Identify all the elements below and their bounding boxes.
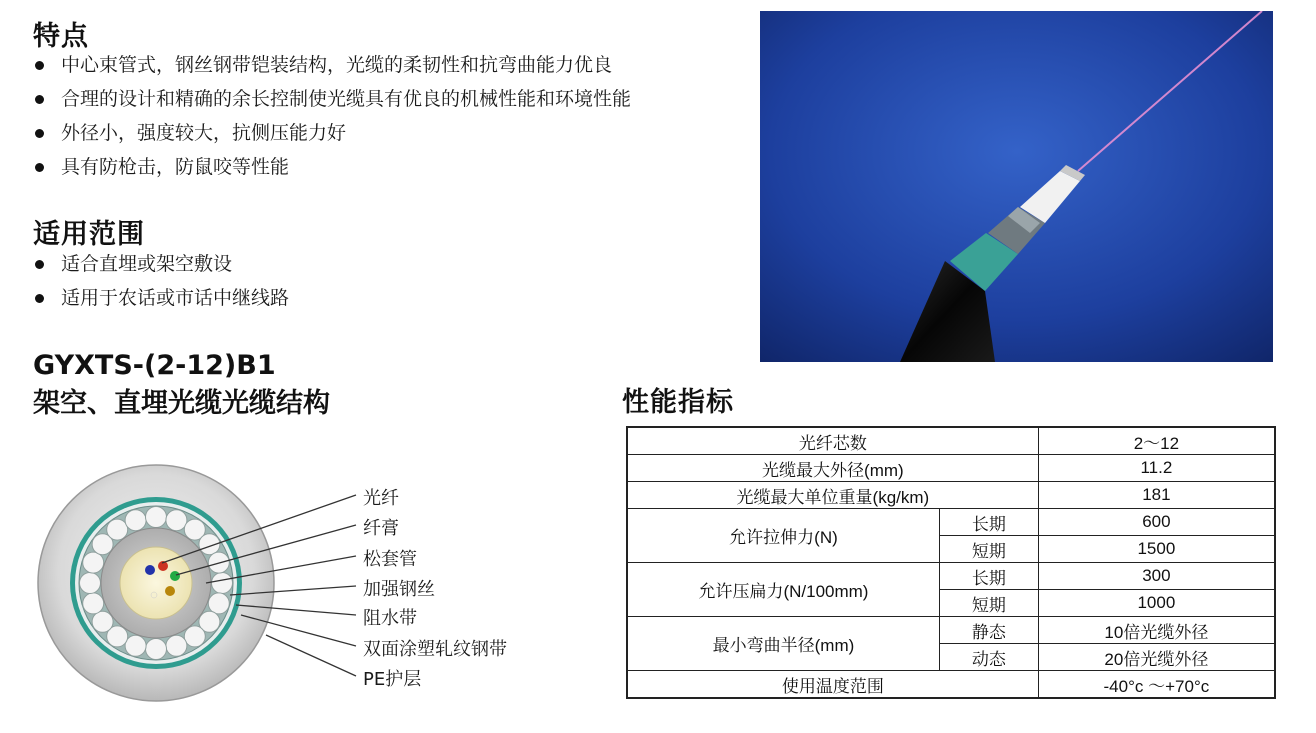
spec-value-max-diameter: 11.2 (1038, 455, 1275, 482)
label-loose-tube: 松套管 (363, 549, 417, 570)
spec-sublabel-tensile-short: 短期 (939, 536, 1038, 563)
steel-wire (125, 635, 146, 656)
features-list (33, 48, 631, 184)
leader-line-pe (266, 635, 356, 676)
table-row (627, 671, 1275, 699)
spec-value-fiber-count: 2～12 (1038, 427, 1275, 455)
spec-sublabel-crush-short: 短期 (939, 590, 1038, 617)
steel-wire (208, 593, 229, 614)
scope-heading: 适用范围 (33, 219, 145, 250)
spec-value-tensile-short: 1500 (1038, 536, 1275, 563)
bullet-icon (35, 61, 44, 70)
label-water-block: 阻水带 (363, 608, 417, 629)
fiber-brown (165, 586, 175, 596)
steel-wire (107, 519, 128, 540)
fiber-white (151, 592, 157, 598)
steel-wire (125, 510, 146, 531)
table-row (627, 455, 1275, 482)
structure-title: 架空、直埋光缆光缆结构 (33, 388, 330, 419)
list-item: 中心束管式，钢丝钢带铠装结构，光缆的柔韧性和抗弯曲能力优良 (33, 48, 631, 82)
table-row (627, 617, 1275, 644)
specs-table (626, 426, 1276, 699)
cable-cross-section-diagram (30, 455, 590, 725)
list-item: 适合直埋或架空敷设 (33, 247, 289, 281)
steel-wire (146, 507, 167, 528)
fiber-blue (145, 565, 155, 575)
spec-label-max-diameter: 光缆最大外径(mm) (627, 455, 1038, 482)
list-item: 外径小，强度较大，抗侧压能力好 (33, 116, 631, 150)
scope-list (33, 247, 289, 315)
steel-wire (146, 639, 167, 660)
steel-wire (166, 635, 187, 656)
spec-label-fiber-count: 光纤芯数 (627, 427, 1038, 455)
steel-wire (83, 552, 104, 573)
spec-label-temperature: 使用温度范围 (627, 671, 1038, 699)
bullet-icon (35, 163, 44, 172)
spec-value-tensile-long: 600 (1038, 509, 1275, 536)
fiber-gel (120, 547, 192, 619)
bullet-icon (35, 260, 44, 269)
table-row (627, 482, 1275, 509)
label-steel-wire: 加强钢丝 (363, 579, 435, 600)
spec-value-bend-static: 10倍光缆外径 (1038, 617, 1275, 644)
list-item: 具有防枪击，防鼠咬等性能 (33, 150, 631, 184)
spec-sublabel-tensile-long: 长期 (939, 509, 1038, 536)
features-heading: 特点 (33, 21, 89, 52)
spec-sublabel-crush-long: 长期 (939, 563, 1038, 590)
table-row (627, 563, 1275, 590)
spec-value-crush-long: 300 (1038, 563, 1275, 590)
steel-wire (83, 593, 104, 614)
list-item: 适用于农话或市话中继线路 (33, 281, 289, 315)
fiber-green (170, 571, 180, 581)
spec-label-crush: 允许压扁力(N/100mm) (627, 563, 939, 617)
label-fiber: 光纤 (363, 488, 399, 509)
steel-wire (80, 573, 101, 594)
steel-wire (212, 573, 233, 594)
spec-value-bend-dynamic: 20倍光缆外径 (1038, 644, 1275, 671)
table-row (627, 509, 1275, 536)
label-gel: 纤膏 (363, 518, 399, 539)
cable-photo-image (760, 11, 1273, 362)
steel-wire (92, 611, 113, 632)
steel-wire (184, 626, 205, 647)
steel-wire (166, 510, 187, 531)
bullet-icon (35, 95, 44, 104)
spec-label-bend: 最小弯曲半径(mm) (627, 617, 939, 671)
spec-label-max-weight: 光缆最大单位重量(kg/km) (627, 482, 1038, 509)
bullet-icon (35, 294, 44, 303)
spec-sublabel-bend-static: 静态 (939, 617, 1038, 644)
label-pe-sheath: PE护层 (363, 669, 422, 690)
model-number: GYXTS-(2-12)B1 (33, 350, 276, 381)
specs-heading: 性能指标 (622, 387, 734, 418)
list-item: 合理的设计和精确的余长控制使光缆具有优良的机械性能和环境性能 (33, 82, 631, 116)
spec-sublabel-bend-dynamic: 动态 (939, 644, 1038, 671)
spec-label-tensile: 允许拉伸力(N) (627, 509, 939, 563)
spec-value-crush-short: 1000 (1038, 590, 1275, 617)
spec-value-max-weight: 181 (1038, 482, 1275, 509)
bullet-icon (35, 129, 44, 138)
table-row (627, 427, 1275, 455)
spec-value-temperature: -40°c ～+70°c (1038, 671, 1275, 699)
cable-photo (760, 11, 1273, 362)
label-steel-tape: 双面涂塑轧纹钢带 (363, 639, 507, 660)
cable-section (38, 465, 274, 701)
